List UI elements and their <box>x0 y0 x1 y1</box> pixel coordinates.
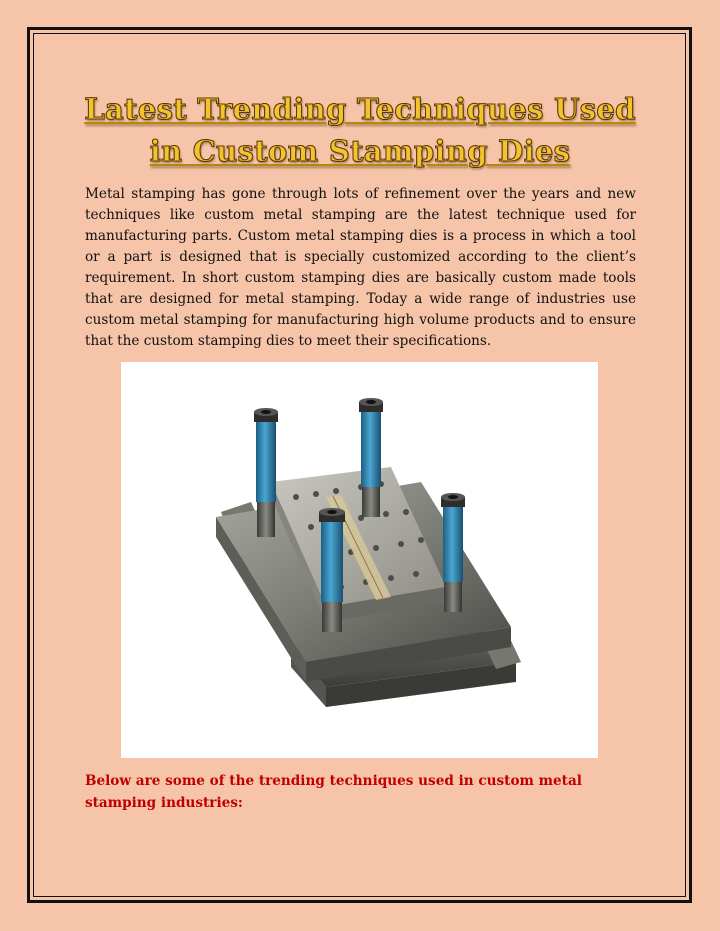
title-line-2: in Custom Stamping Dies <box>149 134 571 168</box>
stamping-die-illustration <box>121 362 598 758</box>
techniques-subheading: Below are some of the trending techniques used in custom metal stamping industries: <box>85 773 582 811</box>
intro-paragraph: Metal stamping has gone through lots of refinement over the years and new techniques like custom metal stamping are the latest technique used for manufacturing parts. Custom metal stamping dies is a process in which a tool or a part is designed that is specially customized according to the client’s requirement. In short custom stamping dies are basically custom made tools that are designed for metal stamping. Today a wide range of industries use custom metal stamping for manufacturing high volume products and to ensure that the custom stamping dies to meet their specifications. <box>85 186 636 349</box>
document-title <box>60 88 660 172</box>
title-line-1: Latest Trending Techniques Used <box>84 92 636 126</box>
stamping-die-photo <box>121 362 598 758</box>
